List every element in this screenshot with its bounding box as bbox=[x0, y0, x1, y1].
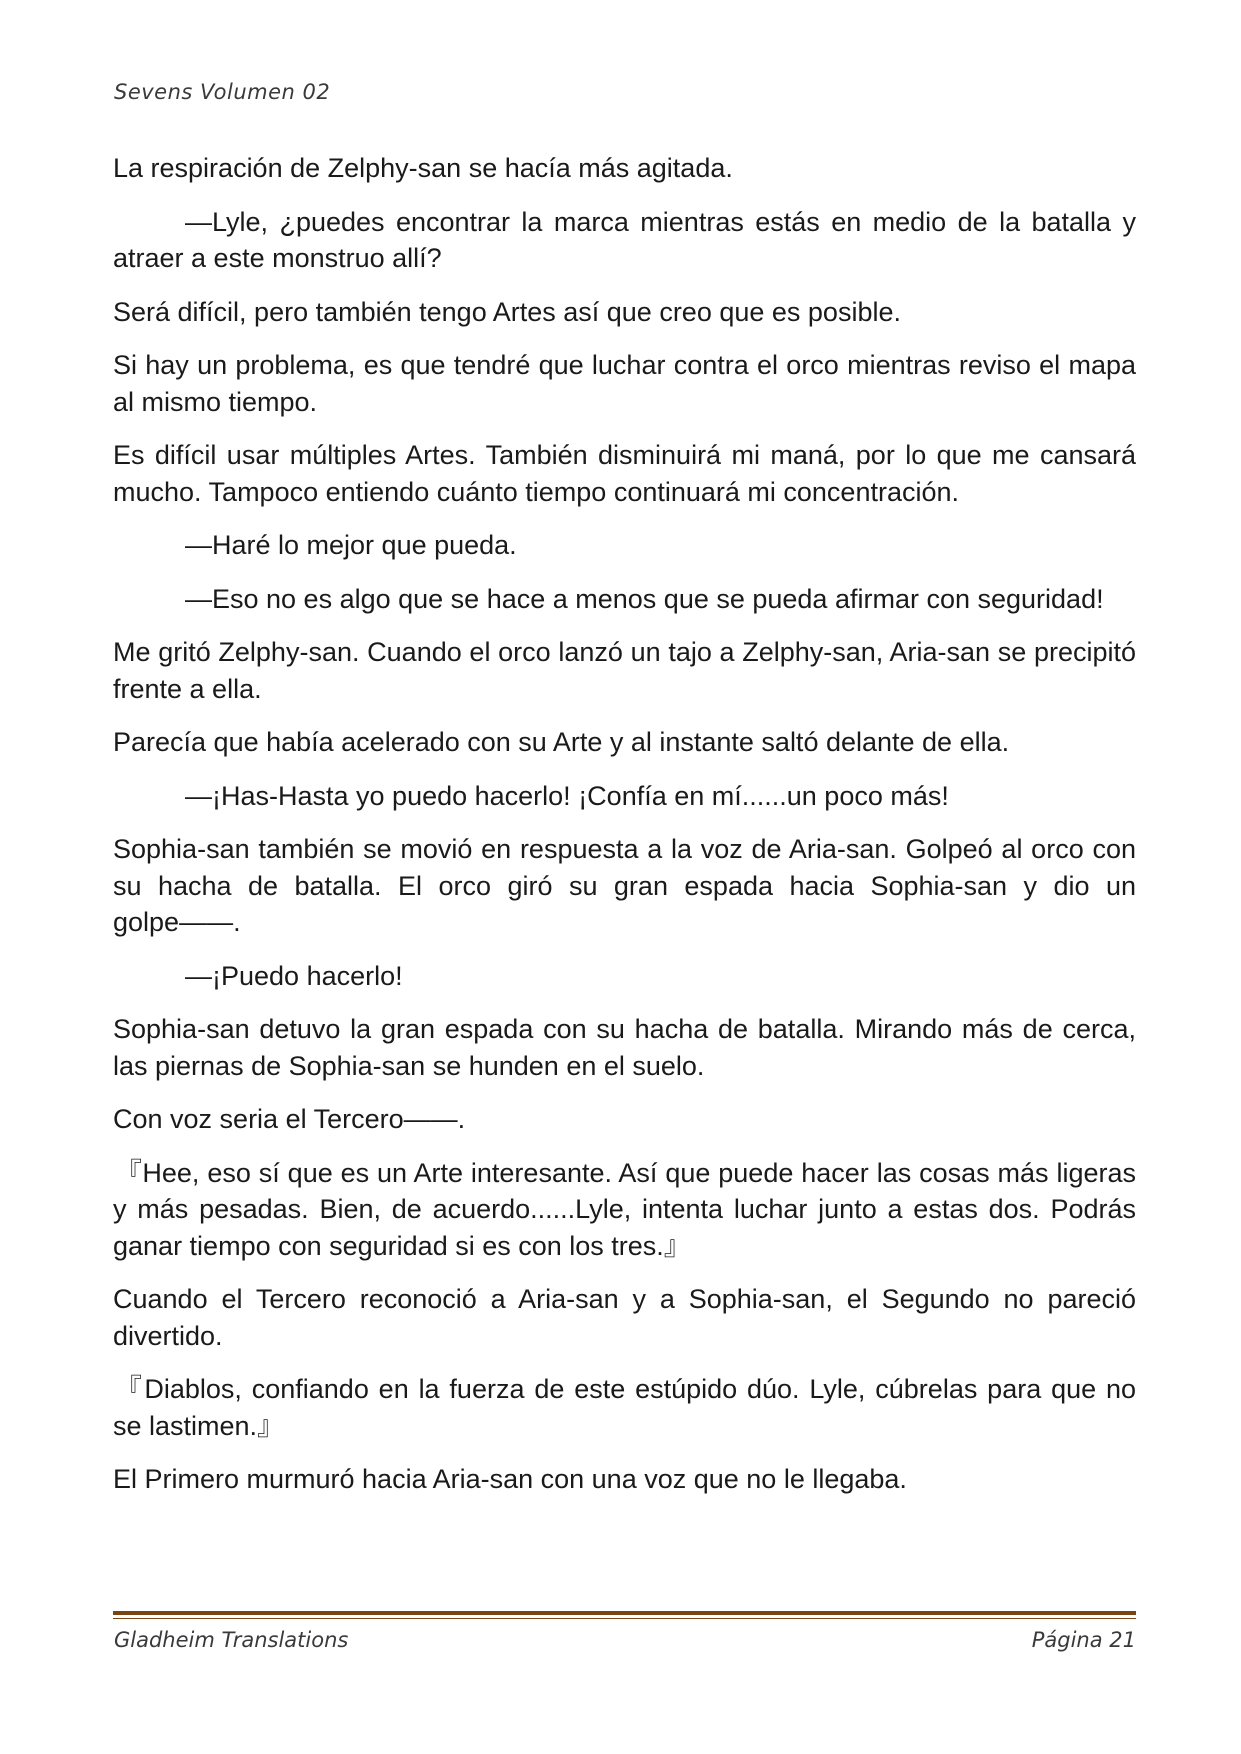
footer-divider-thick bbox=[113, 1611, 1136, 1615]
footer-divider-thin bbox=[113, 1618, 1136, 1619]
dialogue-paragraph: —¡Has-Hasta yo puedo hacerlo! ¡Confía en mí......un poco más! bbox=[185, 780, 949, 811]
footer-translator: Gladheim Translations bbox=[114, 1628, 349, 1652]
paragraph: Es difícil usar múltiples Artes. También disminuirá mi maná, por lo que me cansará mucho. Tampoco entiendo cuánto tiempo continuará mi concentración. bbox=[113, 440, 1136, 507]
footer-divider bbox=[113, 1611, 1136, 1620]
dialogue-paragraph: —¡Puedo hacerlo! bbox=[185, 960, 403, 991]
dialogue-paragraph: —Lyle, ¿puedes encontrar la marca mientras estás en medio de la batalla y atraer a este monstruo allí? bbox=[113, 206, 1136, 273]
dialogue-paragraph: —Eso no es algo que se hace a menos que se pueda afirmar con seguridad! bbox=[185, 583, 1104, 614]
paragraph: Cuando el Tercero reconoció a Aria-san y a Sophia-san, el Segundo no pareció divertido. bbox=[113, 1284, 1136, 1351]
paragraph: Sophia-san también se movió en respuesta a la voz de Aria-san. Golpeó al orco con su hacha de batalla. El orco giró su gran espada hacia Sophia-san y dio un golpe――. bbox=[113, 834, 1136, 937]
paragraph: Si hay un problema, es que tendré que luchar contra el orco mientras reviso el mapa al mismo tiempo. bbox=[113, 350, 1136, 417]
paragraph: Parecía que había acelerado con su Arte y al instante saltó delante de ella. bbox=[113, 727, 1010, 757]
paragraph: El Primero murmuró hacia Aria-san con una voz que no le llegaba. bbox=[113, 1464, 907, 1494]
paragraph: Sophia-san detuvo la gran espada con su hacha de batalla. Mirando más de cerca, las piernas de Sophia-san se hunden en el suelo. bbox=[113, 1014, 1136, 1081]
paragraph: Con voz seria el Tercero――. bbox=[113, 1104, 466, 1134]
footer-page-number: Página 21 bbox=[1031, 1628, 1136, 1652]
dialogue-paragraph: —Haré lo mejor que pueda. bbox=[185, 530, 517, 560]
paragraph: Me gritó Zelphy-san. Cuando el orco lanzó un tajo a Zelphy-san, Aria-san se precipitó frente a ella. bbox=[113, 637, 1136, 704]
paragraph: La respiración de Zelphy-san se hacía más agitada. bbox=[113, 153, 733, 183]
page-body bbox=[113, 150, 1136, 1515]
page-header-title: Sevens Volumen 02 bbox=[114, 80, 331, 104]
ancestor-voice-paragraph: 『Diablos, confiando en la fuerza de este estúpido dúo. Lyle, cúbrelas para que no se lastimen.』 bbox=[113, 1374, 1136, 1441]
paragraph: Será difícil, pero también tengo Artes así que creo que es posible. bbox=[113, 296, 901, 327]
ancestor-voice-paragraph: 『Hee, eso sí que es un Arte interesante. Así que puede hacer las cosas más ligeras y más pesadas. Bien, de acuerdo......Lyle, intenta luchar junto a estas dos. Podrás ganar tiempo con seguridad si es con los tres.』 bbox=[113, 1157, 1136, 1261]
